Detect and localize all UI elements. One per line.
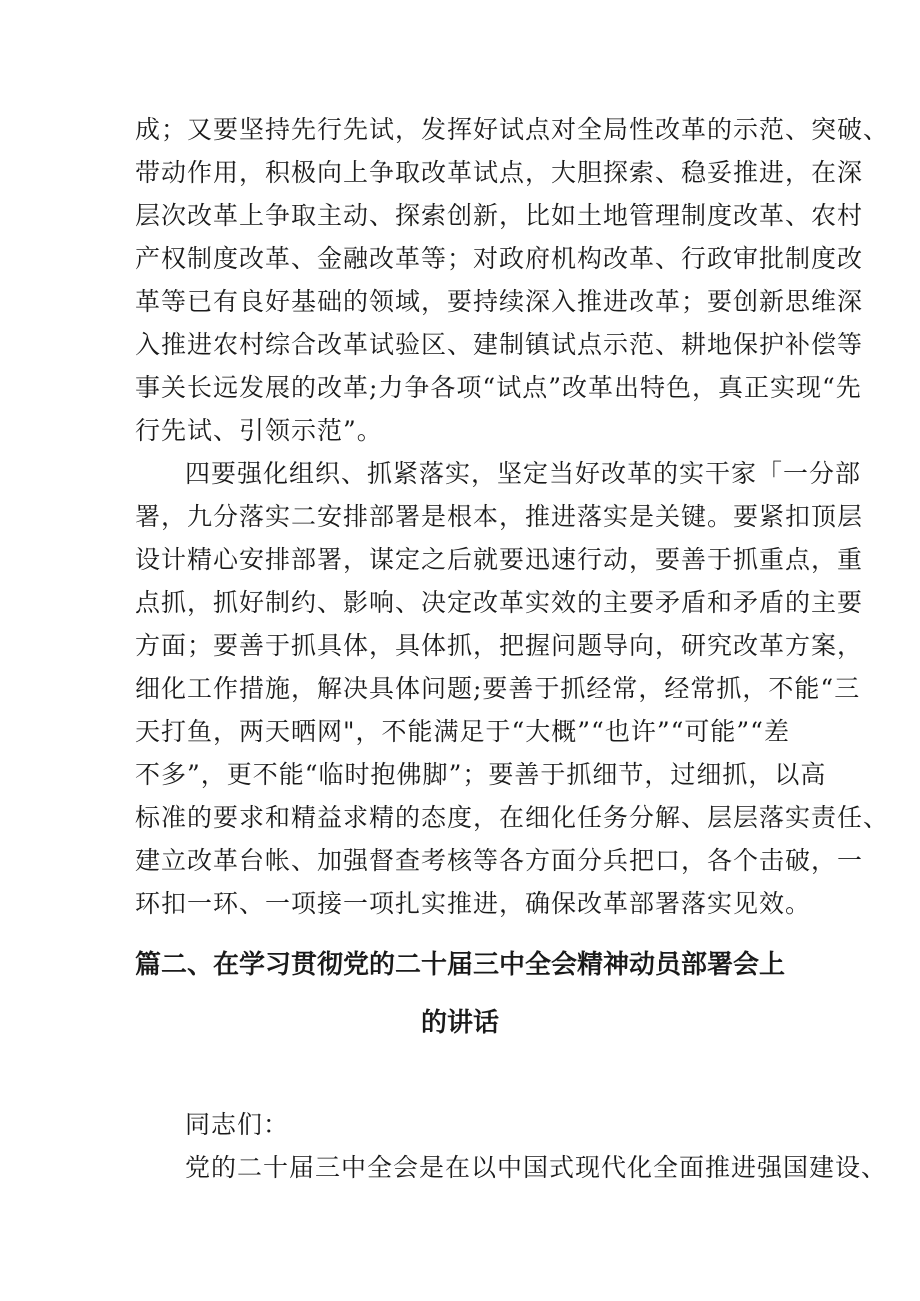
text-line: 革等已有良好基础的领域，要持续深入推进改革；要创新思维深 <box>135 287 864 316</box>
text-line: 层次改革上争取主动、探索创新，比如土地管理制度改革、农村 <box>135 201 864 230</box>
text-line: 方面；要善于抓具体，具体抓，把握问题导向，研究改革方案， <box>135 631 864 660</box>
text-line: 设计精心安排部署，谋定之后就要迅速行动，要善于抓重点，重 <box>135 545 864 574</box>
section-heading-line-2: 的讲话 <box>420 1008 499 1038</box>
text-line: 署，九分落实二安排部署是根本，推进落实是关键。要紧扣顶层 <box>135 502 864 531</box>
text-line: 点抓，抓好制约、影响、决定改革实效的主要矛盾和矛盾的主要 <box>135 588 864 617</box>
text-line: 行先试、引领示范”。 <box>135 416 383 445</box>
text-line: 带动作用，积极向上争取改革试点，大胆探索、稳妥推进，在深 <box>135 158 864 187</box>
salutation: 同志们： <box>185 1110 290 1139</box>
text-line: 不多”，更不能“临时抱佛脚”；要善于抓细节，过细抓，以高 <box>135 760 827 789</box>
text-line: 环扣一环、一项接一项扎实推进，确保改革部署落实见效。 <box>135 889 812 918</box>
text-line: 细化工作措施，解决具体问题;要善于抓经常，经常抓，不能“三 <box>135 674 861 703</box>
text-line: 天打鱼，两天晒网"，不能满足于“大概”“也许”“可能”“差 <box>135 717 790 746</box>
text-line: 入推进农村综合改革试验区、建制镇试点示范、耕地保护补偿等 <box>135 330 864 359</box>
text-line: 产权制度改革、金融改革等；对政府机构改革、行政审批制度改 <box>135 244 864 273</box>
text-line: 事关长远发展的改革;力争各项“试点”改革出特色，真正实现“先 <box>135 373 862 402</box>
text-line: 党的二十届三中全会是在以中国式现代化全面推进强国建设、 <box>185 1153 888 1182</box>
section-heading-line-1: 篇二、在学习贯彻党的二十届三中全会精神动员部署会上 <box>134 950 785 980</box>
text-line: 标准的要求和精益求精的态度，在细化任务分解、层层落实责任、 <box>135 803 890 832</box>
text-line: 建立改革台帐、加强督查考核等各方面分兵把口，各个击破，一 <box>135 846 864 875</box>
text-line: 成；又要坚持先行先试，发挥好试点对全局性改革的示范、突破、 <box>135 115 890 144</box>
text-line: 四要强化组织、抓紧落实，坚定当好改革的实干家「一分部 <box>185 459 862 488</box>
